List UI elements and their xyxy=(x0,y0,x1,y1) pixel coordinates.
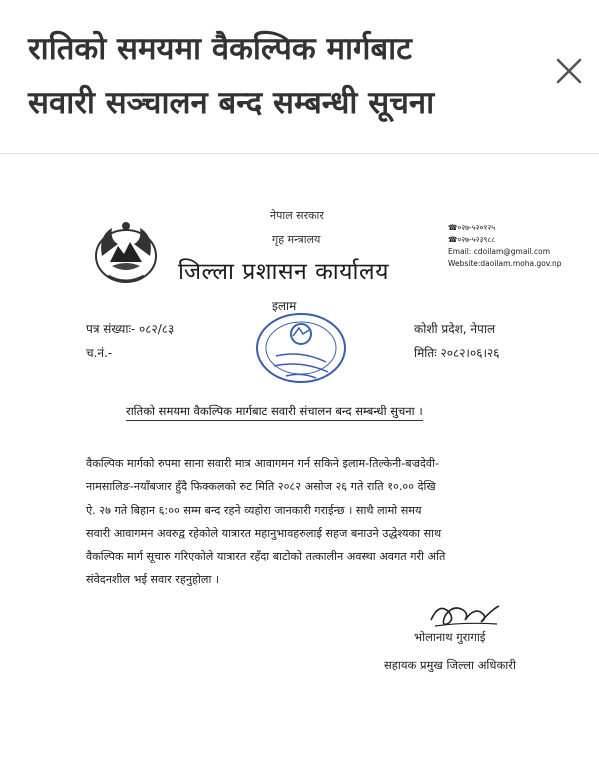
title-line-2: सवारी सञ्चालन बन्द सम्बन्धी सूचना xyxy=(28,85,435,121)
dispatch-number: च.नं.- xyxy=(86,346,113,360)
body-line: संवेदनशील भई सवार रहनुहोला । xyxy=(86,573,220,587)
district-name: इलाम xyxy=(272,299,297,313)
letter-date: मितिः २०८२।०६।२६ xyxy=(414,346,500,360)
article-title xyxy=(28,22,528,130)
signatory-designation: सहायक प्रमुख जिल्ला अधिकारी xyxy=(384,658,516,672)
body-line: वैकल्पिक मार्ग सूचारु गरिएकोले यात्रारत रहँदा बाटोको तत्कालीन अवस्था अवगत गरी अति xyxy=(86,550,446,564)
government-name: नेपाल सरकार xyxy=(270,209,324,222)
office-name: जिल्ला प्रशासन कार्यालय xyxy=(178,259,389,285)
body-line: नामसालिङ-नयाँबजार हुँदै फिक्कलको रुट मिति २०८२ असोज २६ गते राति १०.०० देखि xyxy=(86,480,436,494)
body-line: ऐ. २७ गते बिहान ६:०० सम्म बन्द रहने व्यहोरा जानकारी गराईन्छ । साथै लामो समय xyxy=(86,503,422,517)
signatory-name: भोलानाथ गुरागाई xyxy=(414,630,486,644)
close-icon[interactable] xyxy=(548,50,590,92)
phone-2: ☎०२७-५२३९८८ xyxy=(448,235,496,244)
body-line: वैकल्पिक मार्गको रुपमा साना सवारी मात्र आवागमन गर्न सकिने इलाम-तिल्केनी-बज्रदेवी- xyxy=(86,457,440,470)
title-line-1: रातिको समयमा वैकल्पिक मार्गबाट xyxy=(28,31,412,67)
website: Website:daoilam.moha.gov.np xyxy=(448,259,562,268)
email: Email: cdoilam@gmail.com xyxy=(448,247,550,256)
contact-info xyxy=(448,222,562,270)
body-line: सवारी आवागमन अवरुद्व रहेकोले यात्रारत महानुभावहरुलाई सहज बनाउने उद्धेश्यका साथ xyxy=(86,526,442,540)
notice-subject: रातिको समयमा वैकल्पिक मार्गबाट सवारी संचालन बन्द सम्बन्धी सुचना । xyxy=(126,404,423,421)
nepal-emblem-icon xyxy=(88,216,164,288)
letter-number: पत्र संख्याः- ०८२/८३ xyxy=(86,322,175,336)
handwritten-signature-icon xyxy=(425,596,505,630)
article-header xyxy=(0,0,599,154)
notice-body xyxy=(86,452,554,592)
ministry-name: गृह मन्त्रालय xyxy=(272,233,321,246)
province: कोशी प्रदेश, नेपाल xyxy=(414,322,496,336)
office-stamp-icon xyxy=(246,310,356,388)
phone-1: ☎०२७-५२०१२५ xyxy=(448,223,496,232)
